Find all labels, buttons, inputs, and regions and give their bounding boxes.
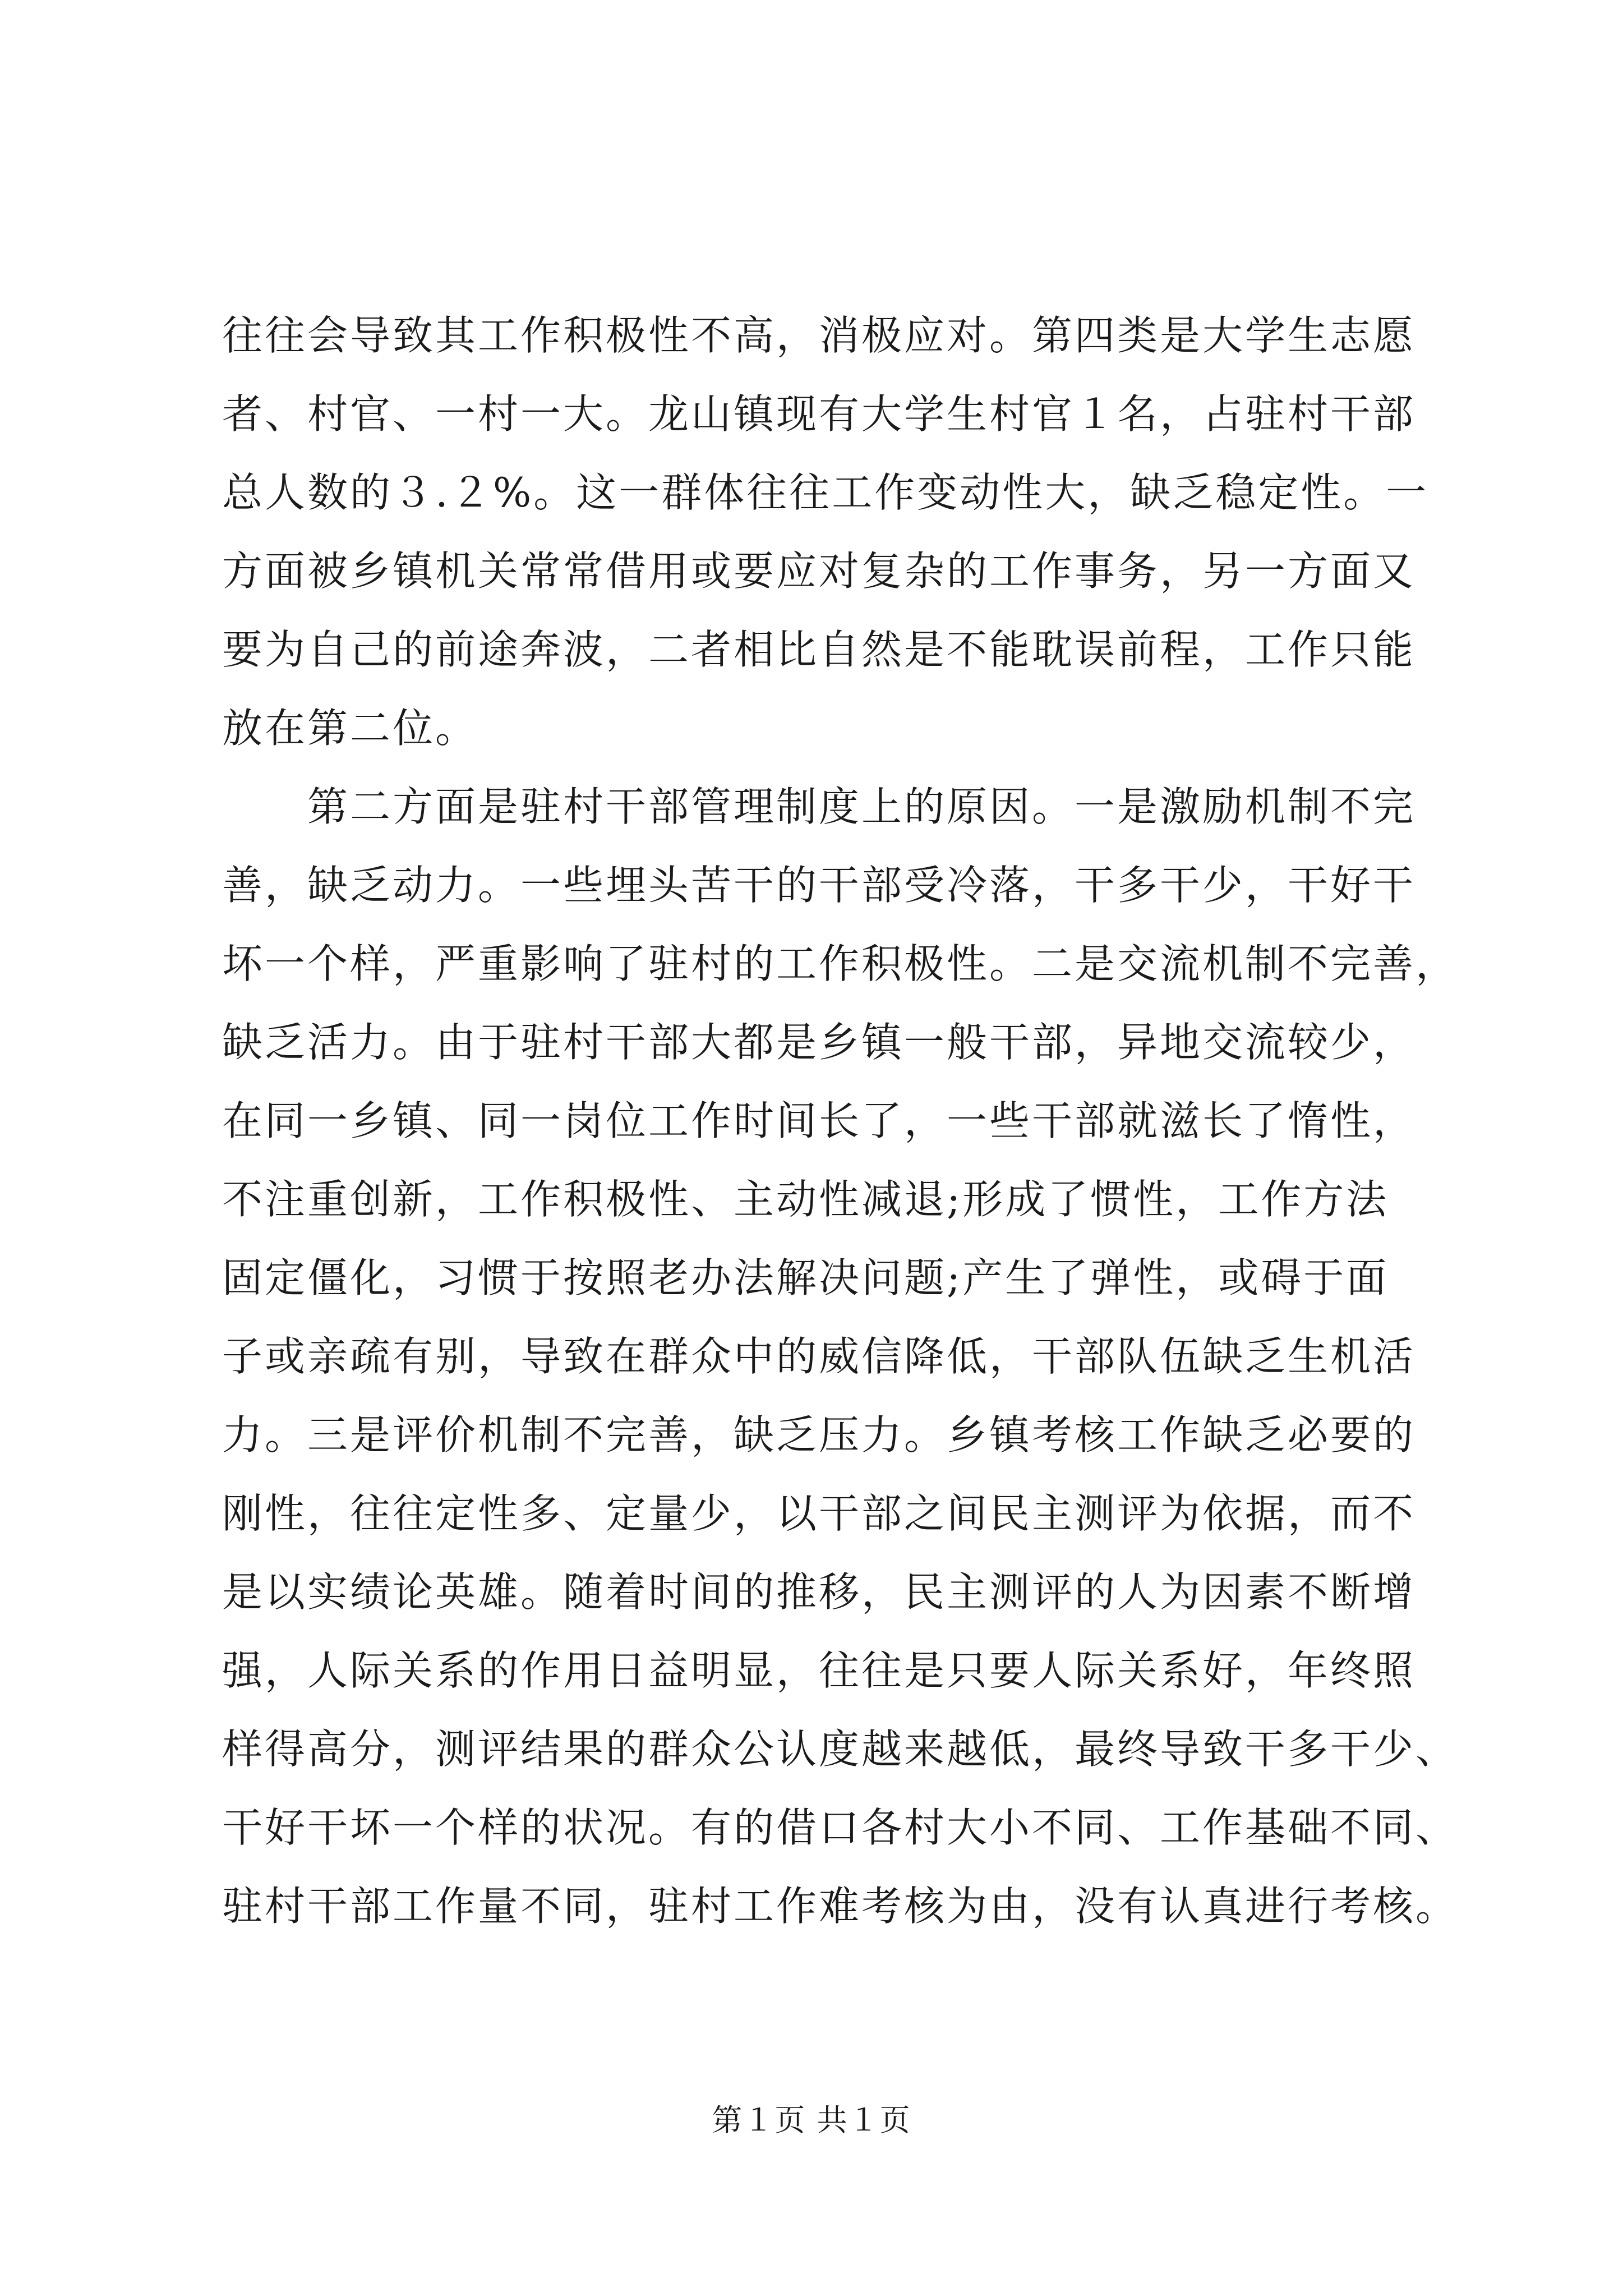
text-line: 固定僵化，习惯于按照老办法解决问题;产生了弹性，或碍于面: [222, 1254, 1389, 1301]
text-line: 放在第二位。: [222, 705, 478, 752]
text-line: 干好干坏一个样的状况。有的借口各村大小不同、工作基础不同、: [222, 1804, 1459, 1851]
paragraph-1: [222, 296, 1433, 767]
text-line: 样得高分，测评结果的群众公认度越来越低，最终导致干多干少、: [222, 1726, 1459, 1773]
document-body: [222, 296, 1459, 1945]
text-line: 强，人际关系的作用日益明显，往往是只要人际关系好，年终照: [222, 1647, 1416, 1694]
text-line: 刚性，往往定性多、定量少，以干部之间民主测评为依据，而不: [222, 1490, 1416, 1537]
text-line: 要为自己的前途奔波，二者相比自然是不能耽误前程，工作只能: [222, 626, 1416, 673]
paragraph-2: [222, 767, 1459, 1945]
page-footer: 第１页 共１页: [712, 2102, 911, 2138]
text-line: 善，缺乏动力。一些埋头苦干的干部受冷落，干多干少，干好干: [222, 862, 1416, 909]
text-line: 在同一乡镇、同一岗位工作时间长了，一些干部就滋长了惰性，: [222, 1097, 1416, 1144]
text-line: 坏一个样，严重影响了驻村的工作积极性。二是交流机制不完善，: [222, 940, 1459, 987]
text-line: 总人数的３.２%。这一群体往往工作变动性大，缺乏稳定性。一: [222, 469, 1429, 516]
text-line: 缺乏活力。由于驻村干部大都是乡镇一般干部，异地交流较少，: [222, 1019, 1416, 1066]
text-line: 者、村官、一村一大。龙山镇现有大学生村官１名，占驻村干部: [222, 390, 1416, 438]
text-line: 第二方面是驻村干部管理制度上的原因。一是激励机制不完: [307, 783, 1416, 830]
text-line: 力。三是评价机制不完善，缺乏压力。乡镇考核工作缺乏必要的: [222, 1411, 1416, 1458]
text-line: 方面被乡镇机关常常借用或要应对复杂的工作事务，另一方面又: [222, 547, 1416, 595]
text-line: 子或亲疏有别，导致在群众中的威信降低，干部队伍缺乏生机活: [222, 1333, 1416, 1380]
text-line: 往往会导致其工作积极性不高，消极应对。第四类是大学生志愿: [222, 312, 1416, 359]
text-line: 不注重创新，工作积极性、主动性减退;形成了惯性，工作方法: [222, 1176, 1389, 1223]
text-line: 驻村干部工作量不同，驻村工作难考核为由，没有认真进行考核。: [222, 1883, 1459, 1930]
text-line: 是以实绩论英雄。随着时间的推移，民主测评的人为因素不断增: [222, 1568, 1416, 1616]
